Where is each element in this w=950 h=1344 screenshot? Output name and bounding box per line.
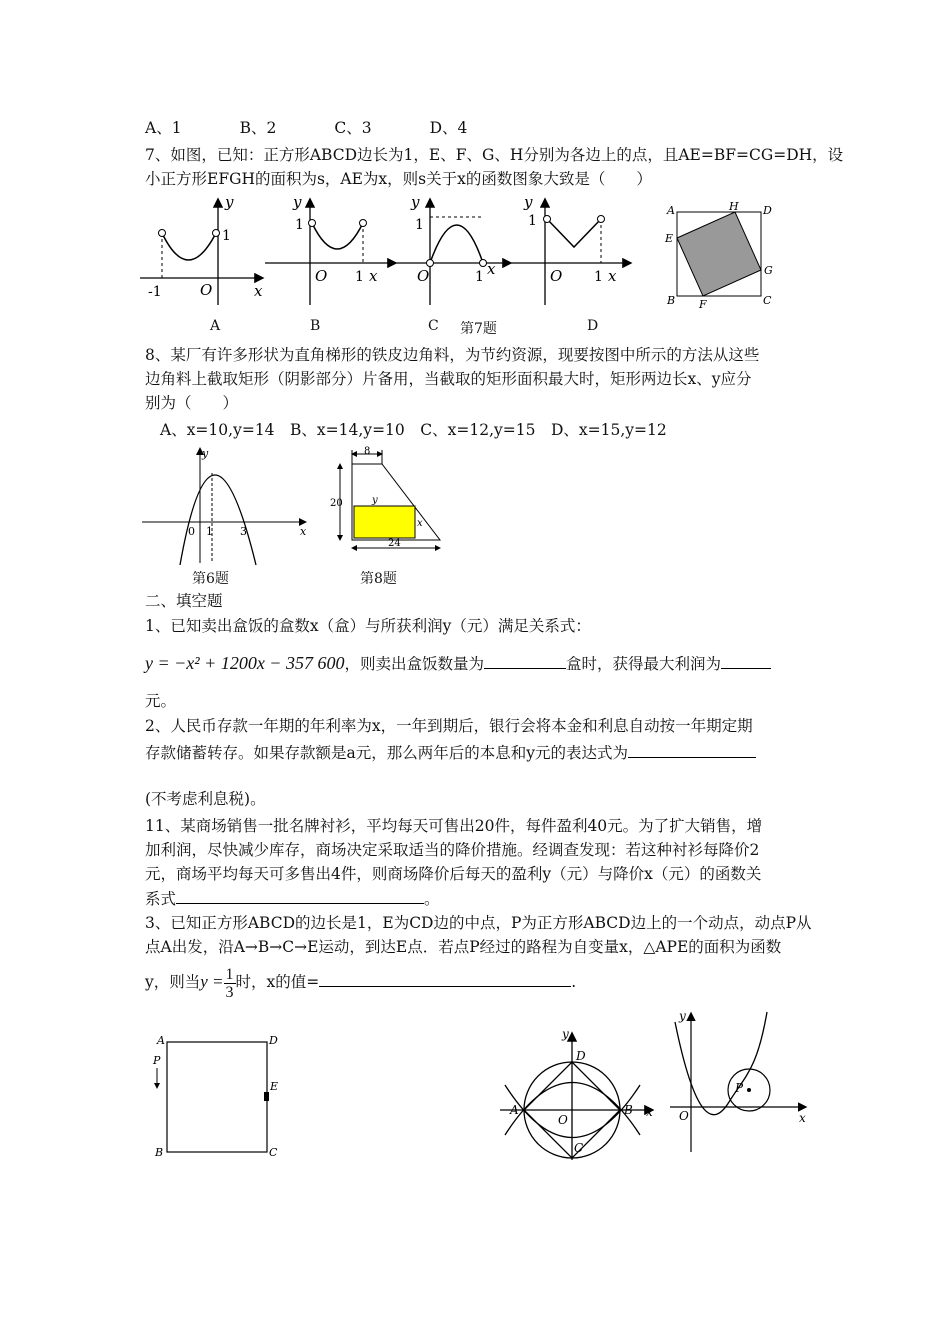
q8-options: A、x=10,y=14 B、x=14,y=10 C、x=12,y=15 D、x=15,y=12 [160,421,667,439]
origin-label: O [550,267,563,285]
tick-label: 1 [222,228,231,244]
dim-label: 24 [388,538,401,549]
q7-fig-label: 第7题 [460,321,497,337]
axis-y-label: y [293,193,302,211]
axis-x-label: x [487,260,496,278]
section2-title: 二、填空题 [145,592,223,610]
point-label: D [269,1034,278,1047]
f11-blank[interactable] [176,887,424,904]
q7-caption-a: A [210,318,221,334]
f3-line3-a: y，则当 [145,973,201,991]
point-label: C [269,1146,278,1159]
dim-label: 20 [330,498,343,509]
point-label: B [667,294,676,307]
origin-label: O [558,1113,568,1127]
origin-label: O [315,267,328,285]
f11-end: 。 [424,890,440,908]
q7-square-figure [665,200,775,310]
point-label: B [155,1146,164,1159]
q7-caption-c: C [428,318,439,334]
tick-label: 1 [415,217,424,233]
tick-label: 3 [240,525,247,538]
origin-label: O [417,267,430,285]
origin-label: O [679,1109,689,1123]
q7-line1: 7、如图，已知：正方形ABCD边长为1，E、F、G、H分别为各边上的点，且AE=BF=CG=DH，设 [145,146,844,164]
point-label: A [667,204,675,217]
axis-x-label: x [300,525,307,538]
tick-label: 1 [594,269,603,285]
f3-line2: 点A出发，沿A→B→C→E运动，到达E点．若点P经过的路程为自变量x，△APE的面积为函数 [145,938,782,956]
fig8-caption: 第8题 [360,571,397,587]
fig6-caption: 第6题 [192,571,229,587]
f11-line2: 加利润，尽快减少库存，商场决定采取适当的降价措施。经调查发现：若这种衬衫每降价2 [145,841,760,859]
f2-line3: (不考虑利息税)。 [145,790,266,808]
f3-end: . [571,973,577,991]
f11-line4 [145,887,440,910]
tick-label: 0 [188,525,195,538]
point-label: E [270,1080,279,1093]
axis-x-label: x [608,267,617,285]
tick-label: -1 [148,284,162,300]
q6-option-c: C、3 [334,119,372,137]
q7-graph-a [140,195,270,305]
f2-blank[interactable] [628,741,756,758]
axis-y-label: y [225,193,234,211]
f3-curve-circle-figure [665,1010,815,1155]
f1-mid2: 盒时，获得最大利润为 [565,655,721,673]
axis-y-label: y [411,193,420,211]
q7-graph-b [265,195,400,305]
axis-y-label: y [562,1027,569,1041]
point-label: F [699,298,707,311]
q8-line2: 边角料上截取矩形（阴影部分）片备用，当截取的矩形面积最大时，矩形两边长x、y应分 [145,370,752,388]
q6-option-d: D、4 [429,119,468,137]
q6-options [145,117,467,139]
point-label: D [576,1049,586,1063]
q7-graph-c [395,195,515,305]
f1-blank-profit[interactable] [721,652,771,669]
tick-label: 1 [355,269,364,285]
f3-parabola-circle-figure [500,1027,660,1160]
axis-y-label: y [679,1009,686,1023]
q7-graph-d [510,195,635,305]
q6-option-b: B、2 [239,119,277,137]
f2-line2 [145,741,756,764]
axis-y-label: y [202,447,209,460]
point-label: E [665,232,674,245]
point-label: A [157,1034,165,1047]
q8-line3: 别为（ ） [145,394,239,412]
shaded-rectangle [354,506,415,538]
var-label: y [372,495,378,506]
f1-mid: ，则卖出盒饭数量为 [344,655,484,673]
f3-fraction [224,966,236,1001]
f1-end: 元。 [145,692,177,710]
f1-blank-count[interactable] [484,652,566,669]
f3-line3 [145,962,576,1002]
f1-line1: 1、已知卖出盒饭的盒数x（盒）与所获利润y（元）满足关系式： [145,617,591,635]
tick-label: 1 [206,525,213,538]
dim-label: 8 [364,446,371,457]
frac-den: 3 [225,983,234,1001]
point-label: C [574,1141,584,1155]
axis-y-label: y [524,193,533,211]
q7-caption-b: B [310,318,321,334]
point-label: C [763,294,772,307]
point-label: G [764,264,773,277]
axis-x-label: x [646,1105,653,1119]
f2-line1: 2、人民币存款一年期的年利率为x，一年到期后，银行会将本金和利息自动按一年期定期 [145,717,753,735]
axis-x-label: x [254,282,263,300]
f3-y-var: y = [200,972,224,991]
var-label: x [417,518,423,529]
f11-line3: 元，商场平均每天可多售出4件，则商场降价后每天的盈利y（元）与降价x（元）的函数关 [145,865,762,883]
q7-line2: 小正方形EFGH的面积为s，AE为x，则s关于x的函数图象大致是（ ） [145,170,652,188]
tick-label: 1 [528,213,537,229]
f3-blank[interactable] [319,970,571,987]
f3-line3-b: 时，x的值= [235,973,320,991]
q7-caption-d: D [587,318,599,334]
tick-label: 1 [295,217,304,233]
q8-line1: 8、某厂有许多形状为直角梯形的铁皮边角料，为节约资源，现要按图中所示的方法从这些 [145,346,760,364]
q6-option-a: A、1 [145,119,182,137]
point-label: P [153,1054,161,1067]
frac-num: 1 [225,965,234,983]
f1-formula: y = −x² + 1200x − 357 600 [145,653,345,673]
f1-line2 [145,652,771,675]
axis-x-label: x [369,267,378,285]
point-label: B [624,1103,633,1117]
f3-line1: 3、已知正方形ABCD的边长是1，E为CD边的中点，P为正方形ABCD边上的一个动点，动点P从 [145,914,812,932]
point-label: A [510,1103,519,1117]
fig8-trapezoid [330,446,450,561]
f2-line2-text: 存款储蓄转存。如果存款额是a元，那么两年后的本息和y元的表达式为 [145,744,628,762]
fig6-parabola [140,445,310,565]
f11-line4-text: 系式 [145,890,177,908]
f3-square-figure [145,1030,285,1160]
axis-x-label: x [799,1111,806,1125]
point-label: P [735,1081,744,1095]
origin-label: O [200,281,213,299]
point-label: D [763,204,772,217]
tick-label: 1 [475,269,484,285]
f11-line1: 11、某商场销售一批名牌衬衫，平均每天可售出20件，每件盈利40元。为了扩大销售，增 [145,817,763,835]
point-label: H [729,200,739,213]
